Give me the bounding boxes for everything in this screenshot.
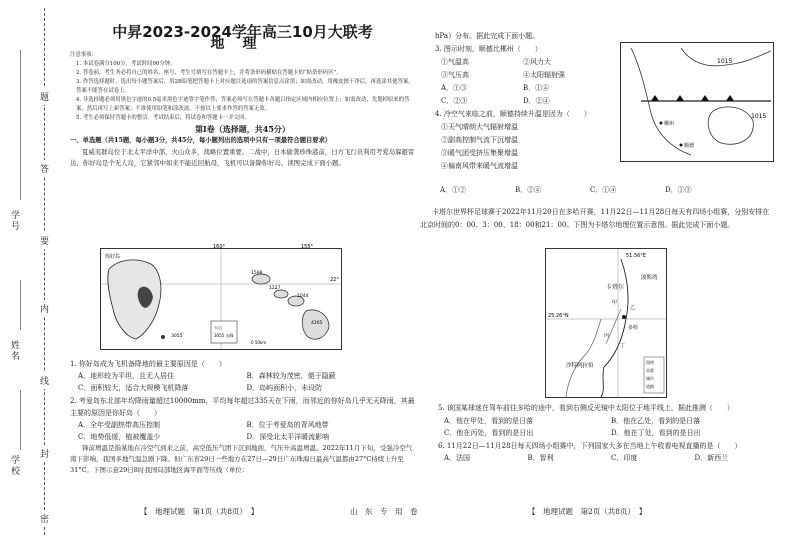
- question-4: 4. 冷空气来临之前，顺德持续升温是因为（ ）: [435, 110, 591, 118]
- point-label: 甲: [612, 300, 618, 306]
- question-3: 3. 图示时刻，顺德比郴州（ ）: [435, 45, 542, 53]
- q1-option-c[interactable]: C．面积较大，适合大规模飞机降落: [78, 384, 189, 393]
- lat-label: 22°: [330, 277, 339, 283]
- height-label: 1598: [251, 271, 263, 276]
- footer-middle: 山 东 专 用 卷: [350, 507, 418, 516]
- note-item: 1. 本试卷满分100分，考试时间90分钟。: [76, 60, 176, 67]
- volume-heading: 第Ⅰ卷（选择题，共45分）: [195, 123, 290, 134]
- q4-option-c[interactable]: C．①④: [590, 186, 617, 194]
- legend-volcano: 火山: [214, 325, 222, 330]
- legend-peak: 3055 山峰: [214, 333, 234, 338]
- lat-label: 25.26°N: [548, 313, 569, 319]
- q5-option-b[interactable]: B．他在乙处，看到的是日落: [611, 416, 701, 425]
- bay-label: 波斯湾: [641, 275, 658, 281]
- seal-word: 内: [40, 300, 49, 317]
- right-page-top: [435, 30, 605, 173]
- binding-margin: [0, 0, 62, 543]
- isobar-value: 1015: [717, 58, 733, 65]
- place-label: 郴州: [664, 121, 675, 127]
- note-item: 3. 作答选择题时，选出每小题答案后，用2B铅笔把答题卡上对应题目选项的答案信息点涂黑；如需改动，用橡皮擦干净后，再选涂其他答案。答案不能答在试卷上。: [76, 78, 414, 94]
- isobar-value: 1015: [751, 113, 767, 120]
- note-item: 4. 非选择题必须用黑色字迹的0.5毫米黑色字迹签字笔作答，答案必须写在答题卡各题目指定区域内相应位置上；如需改动，先划掉原来的答案，然后再写上新答案；不准使用铅笔和涂改液。不按以上要求作答的答案无效。: [76, 96, 410, 112]
- field-student-id: 学号: [9, 210, 19, 232]
- q3-option-a[interactable]: A．①③: [441, 84, 468, 92]
- city-label: 多哈: [628, 325, 639, 331]
- point-label: 丙: [604, 333, 610, 339]
- q3-option-d[interactable]: D．②④: [523, 97, 550, 105]
- q4-item: ④偏南风带来暖气流增温: [441, 162, 518, 170]
- note-item: 5. 考生必须保持答题卡的整洁。考试结束后，将试卷和答题卡一并交回。: [76, 114, 250, 121]
- right-page-bottom: [438, 402, 778, 465]
- q4-option-b[interactable]: B．②④: [515, 186, 542, 194]
- q3-item: ②风力大: [523, 58, 551, 66]
- hawaii-map: [100, 244, 342, 350]
- question-6: 6. 11月22日—11月28日每天四场小组赛中，下列国家大多在当地上午收看电视直播的是（ ）: [438, 441, 742, 450]
- field-line: [20, 50, 22, 200]
- q6-option-c[interactable]: C．印度: [611, 454, 638, 462]
- q4-option-d[interactable]: D．①③: [665, 186, 692, 194]
- q4-item: ①天气晴朗大气辐射增温: [441, 123, 518, 131]
- q3-item: ③气压高: [441, 71, 469, 79]
- subject-title: 地理: [210, 36, 275, 53]
- map-label: 你好岛: [105, 254, 121, 260]
- q5-option-c[interactable]: C．他在丙处，看到的是日出: [444, 429, 534, 437]
- seal-word: 题: [40, 88, 49, 105]
- question-5: 5. 该国某球迷在驾车前往多哈的途中，看到右侧反光镜中太阳位于地平线上，据此推测（ ）: [438, 404, 734, 412]
- field-school: 学校: [9, 455, 19, 477]
- passage-3: 卡塔尔世界杯足球赛于2022年11月20日在多哈开赛，11月22日—11月28日每天有四场小组赛，分别安排在北京时间的0：00、3：00、18：00和21：00。下图为卡塔尔地理位置示意图。据此完成下面小题。: [420, 208, 770, 229]
- q2-option-a[interactable]: A．全年受副热带高压控制: [78, 421, 161, 430]
- legend-item: 首都: [646, 368, 654, 373]
- q3-option-b[interactable]: B．①④: [523, 84, 550, 92]
- legend-title: 图例: [646, 360, 654, 365]
- field-name: 姓名: [9, 340, 19, 362]
- exam-title: 中昇2023-2024学年高三10月大联考: [112, 23, 373, 41]
- seal-word: 答: [40, 160, 49, 177]
- q6-option-a[interactable]: A．法国: [444, 454, 471, 462]
- question-1: 1. 你好岛成为飞机备降地的最主要原因是（ ）: [70, 360, 226, 368]
- section-heading: 一、单选题（共15题，每小题3分，共45分，每小题列出的选项中只有一项最符合题目要求）: [70, 136, 332, 144]
- qatar-map: [545, 248, 667, 398]
- legend-item: 道路: [646, 384, 654, 389]
- point-label: 丁: [620, 343, 626, 349]
- q4-option-a[interactable]: A．①②: [440, 186, 467, 194]
- footer-left: 【 地理试题 第1页（共8页） 】: [140, 507, 259, 516]
- question-2: 2. 考爱岛东北部年均降雨量超过10000mm，平均每年超过335天在下雨，而邻近的你好岛几乎无天降雨，其最主要的原因是你好岛（ ）: [70, 396, 415, 417]
- seal-word: 密: [40, 510, 49, 527]
- lon-label: 160°: [213, 244, 226, 250]
- notes-block: [70, 51, 415, 123]
- q3-item: ④太阳辐射强: [523, 71, 565, 79]
- height-label: 3055: [171, 334, 183, 339]
- height-label: 4205: [311, 321, 323, 326]
- passage-2: 锋前增温是指某地在冷空气到来之前，高空低压气团下沉到地面，气压升高温增温。2022年11月下旬，受强冷空气南下影响，我国多地气温急剧下降。但广东省29日一些地方在27日—29日广东珠海日最高气温都由27°C持续上升至31°C。下图示意29日8时我国局部地区海平面等压线（单位：: [70, 444, 413, 475]
- place-label: 顺德: [684, 143, 695, 149]
- q3-item: ①气温高: [441, 58, 469, 66]
- passage-2-cont: hPa）分布。据此完成下面小题。: [435, 32, 540, 40]
- desert-label: 沙特阿拉伯: [566, 363, 594, 369]
- seal-word: 封: [40, 445, 49, 462]
- footer-right: 【 地理试题 第2页（共8页） 】: [528, 507, 647, 516]
- notes-heading: 注意事项：: [70, 51, 97, 58]
- point-label: 乙: [630, 305, 636, 311]
- q1-option-d[interactable]: D．岛屿面积小，未设防: [246, 384, 323, 393]
- country-label: 卡塔尔: [606, 284, 625, 291]
- height-label: 1227: [269, 286, 281, 291]
- scale-label: 0 50km: [251, 340, 267, 345]
- passage-1: 夏威夷群岛位于北太平洋中部，火山众多，战略位置重要。二战中，日本偷袭珍珠港前，日方飞行员利用考爱岛躲避雷达，你好岛是个无人岛，它紧邻中如来不能近回航母，飞机可以备降你好岛。读图完成下面小题。: [70, 148, 415, 168]
- lon-label: 51.56°E: [626, 253, 646, 259]
- q5-option-d[interactable]: D．他在丁处，看到的是日出: [611, 429, 701, 437]
- height-label: 1044: [297, 294, 309, 299]
- left-page: [70, 23, 415, 169]
- q4-item: ③暖气团受挤压集聚增温: [441, 149, 518, 157]
- isobar-map: [620, 42, 774, 162]
- q1-option-b[interactable]: B．森林较为茂密，便于隐蔽: [246, 372, 336, 381]
- q5-option-a[interactable]: A．他在甲处，看到的是日落: [444, 416, 534, 425]
- field-line: [20, 280, 22, 330]
- q2-option-c[interactable]: C．地势低缓，植被覆盖少: [78, 433, 161, 442]
- q1-option-a[interactable]: A．地形较为平坦，且无人居住: [78, 372, 175, 381]
- q4-item: ②副高控制气流下沉增温: [441, 136, 518, 144]
- q2-option-d[interactable]: D．深受北太平洋暖流影响: [246, 433, 330, 442]
- left-page-questions: [70, 358, 415, 476]
- note-item: 2. 答卷前，考生务必将自己的姓名、座号、考生号填写在答题卡上，并将条形码横贴在答题卡的“贴条形码区”。: [76, 69, 342, 76]
- lon-label: 155°: [301, 244, 314, 250]
- q6-option-b[interactable]: B．智利: [527, 454, 554, 462]
- seal-word: 要: [40, 232, 49, 249]
- legend-item: 城市: [646, 376, 654, 381]
- q3-option-c[interactable]: C．②③: [441, 97, 468, 105]
- q2-option-b[interactable]: B．位于考爱岛的背风地带: [246, 421, 329, 430]
- q6-option-d[interactable]: D．新西兰: [694, 454, 729, 462]
- seal-word: 线: [40, 372, 49, 389]
- field-line: [20, 390, 22, 450]
